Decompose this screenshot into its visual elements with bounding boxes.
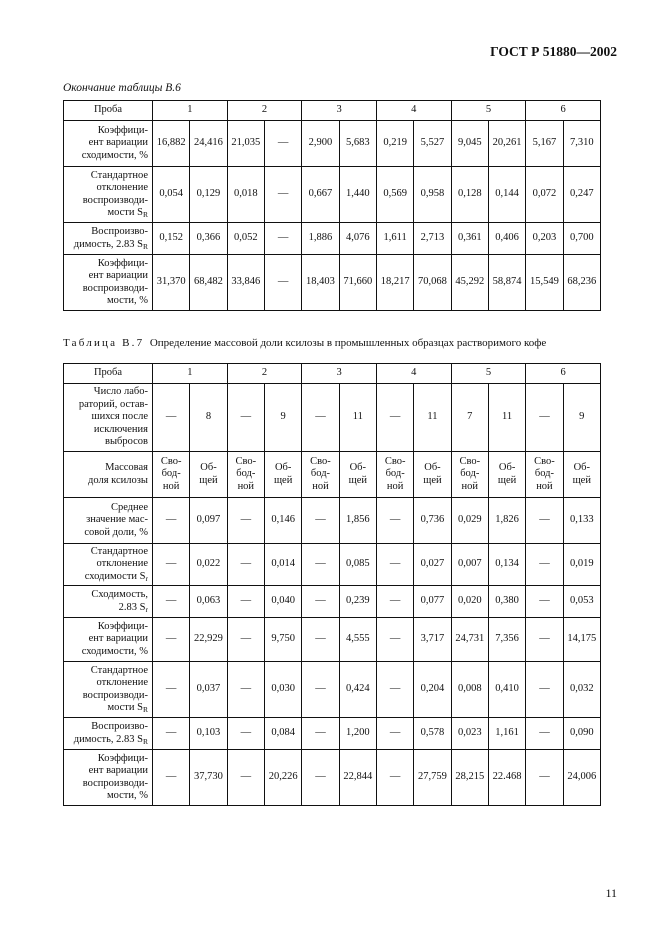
value-cell: — <box>526 384 563 452</box>
value-cell: 7,310 <box>563 121 600 167</box>
value-cell: — <box>264 121 301 167</box>
total-xylose-header <box>264 452 301 498</box>
value-cell: — <box>376 662 413 718</box>
free-header-line: ной <box>162 480 180 492</box>
value-cell: 4,555 <box>339 618 376 662</box>
standard-number: ГОСТ Р 51880—2002 <box>490 44 617 59</box>
free-header-line: Сво- <box>459 455 481 467</box>
value-cell: — <box>376 750 413 806</box>
value-cell: 9,750 <box>264 618 301 662</box>
total-header-line: щей <box>199 474 218 486</box>
value-cell: — <box>302 384 339 452</box>
table-row <box>64 223 601 255</box>
table-continuation-caption: Окончание таблицы В.6 <box>63 82 181 94</box>
free-header-line: Сво- <box>384 455 406 467</box>
value-cell: — <box>227 662 264 718</box>
value-cell: 9 <box>563 384 600 452</box>
row-label-line: воспроизводи- <box>82 194 148 206</box>
value-cell: 11 <box>414 384 451 452</box>
value-cell: — <box>264 223 301 255</box>
value-cell: 0,146 <box>264 498 301 544</box>
value-cell: — <box>302 586 339 618</box>
free-xylose-header <box>376 452 413 498</box>
row-label <box>64 121 153 167</box>
value-cell: 0,032 <box>563 662 600 718</box>
value-cell: 0,424 <box>339 662 376 718</box>
value-cell: 70,068 <box>414 255 451 311</box>
row-label-line: мости S <box>107 702 143 713</box>
value-cell: — <box>376 718 413 750</box>
free-header-line: бод- <box>460 468 480 480</box>
value-cell: 24,731 <box>451 618 488 662</box>
value-cell: 0,018 <box>227 167 264 223</box>
value-cell: — <box>526 662 563 718</box>
free-xylose-header <box>227 452 264 498</box>
total-header-line: Об- <box>349 462 367 473</box>
value-cell: 14,175 <box>563 618 600 662</box>
value-cell: 7,356 <box>488 618 525 662</box>
value-cell: 4,076 <box>339 223 376 255</box>
value-cell: 0,007 <box>451 544 488 586</box>
total-xylose-header <box>563 452 600 498</box>
value-cell: 24,006 <box>563 750 600 806</box>
value-cell: 71,660 <box>339 255 376 311</box>
value-cell: — <box>526 718 563 750</box>
row-label <box>64 750 153 806</box>
value-cell: — <box>526 750 563 806</box>
value-cell: — <box>227 586 264 618</box>
free-header-line: Сво- <box>310 455 331 467</box>
value-cell: 0,097 <box>190 498 227 544</box>
fraction-label <box>64 452 153 498</box>
row-label-line: совой доли, % <box>84 526 148 538</box>
row-label-line: Стандартное <box>90 169 148 181</box>
value-cell: 0,406 <box>488 223 525 255</box>
value-cell: — <box>264 255 301 311</box>
value-cell: — <box>526 544 563 586</box>
table-b7 <box>63 363 601 806</box>
row-label <box>64 586 153 618</box>
value-cell: 0,380 <box>488 586 525 618</box>
row-label-line: ент вариации <box>88 633 148 645</box>
value-cell: — <box>153 750 190 806</box>
value-cell: — <box>227 618 264 662</box>
row-label-subscript: r <box>145 573 148 583</box>
value-cell: 22,929 <box>190 618 227 662</box>
total-header-line: Об- <box>200 462 217 473</box>
value-cell: 0,040 <box>264 586 301 618</box>
total-xylose-header <box>339 452 376 498</box>
value-cell: — <box>227 384 264 452</box>
value-cell: 68,236 <box>563 255 600 311</box>
table-row <box>64 750 601 806</box>
value-cell: 1,161 <box>488 718 525 750</box>
value-cell: 0,247 <box>563 167 600 223</box>
row-label-line: выбросов <box>105 436 148 448</box>
sample-number: 4 <box>376 364 451 384</box>
free-header-line: ной <box>237 480 255 492</box>
value-cell: — <box>153 718 190 750</box>
value-cell: 45,292 <box>451 255 488 311</box>
value-cell: — <box>153 544 190 586</box>
value-cell: 0,204 <box>414 662 451 718</box>
page-number: 11 <box>605 886 617 900</box>
free-xylose-header <box>153 452 190 498</box>
value-cell: — <box>227 544 264 586</box>
row-label-subscript: R <box>142 736 148 746</box>
value-cell: — <box>526 498 563 544</box>
value-cell: 0,030 <box>264 662 301 718</box>
value-cell: 20,261 <box>488 121 525 167</box>
value-cell: 16,882 <box>153 121 190 167</box>
value-cell: 9 <box>264 384 301 452</box>
row-label-line: отклонение <box>96 558 148 570</box>
value-cell: 0,134 <box>488 544 525 586</box>
total-header-line: щей <box>497 474 517 486</box>
value-cell: — <box>376 586 413 618</box>
value-cell: 58,874 <box>488 255 525 311</box>
sample-number: 5 <box>451 364 526 384</box>
value-cell: 0,052 <box>227 223 264 255</box>
row-label <box>64 255 153 311</box>
row-label <box>64 662 153 718</box>
sample-number: 6 <box>526 364 601 384</box>
sample-number: 1 <box>153 101 228 121</box>
value-cell: 0,072 <box>526 167 563 223</box>
row-label-line: раторий, остав- <box>78 398 148 410</box>
value-cell: — <box>153 586 190 618</box>
total-xylose-header <box>488 452 525 498</box>
value-cell: — <box>302 618 339 662</box>
value-cell: — <box>376 618 413 662</box>
row-label <box>64 718 153 750</box>
value-cell: 0,103 <box>190 718 227 750</box>
table-b7-title: Определение массовой доли ксилозы в промышленных образцах растворимого кофе <box>149 337 547 349</box>
value-cell: 3,717 <box>414 618 451 662</box>
row-label-line: ент вариации <box>88 270 148 281</box>
value-cell: 0,053 <box>563 586 600 618</box>
row-label <box>64 384 153 452</box>
row-label-line: мости S <box>107 207 143 218</box>
value-cell: 0,085 <box>339 544 376 586</box>
value-cell: 24,416 <box>190 121 227 167</box>
free-header-line: ной <box>312 480 329 492</box>
value-cell: — <box>376 544 413 586</box>
row-label-line: 2.83 S <box>118 601 146 613</box>
table-row <box>64 384 601 452</box>
value-cell: — <box>153 662 190 718</box>
value-cell: 28,215 <box>451 750 488 806</box>
row-label-subscript: R <box>142 705 148 714</box>
value-cell: 0,027 <box>414 544 451 586</box>
row-label-subscript: R <box>142 241 148 251</box>
value-cell: 1,440 <box>339 167 376 223</box>
value-cell: 1,886 <box>302 223 339 255</box>
value-cell: — <box>153 498 190 544</box>
total-header-line: Об- <box>573 462 590 473</box>
row-label-line: отклонение <box>96 677 148 688</box>
value-cell: 18,403 <box>302 255 339 311</box>
row-label-line: Коэффици- <box>97 620 148 632</box>
row-label-line: ент вариации <box>88 137 148 149</box>
value-cell: 0,020 <box>451 586 488 618</box>
row-label-line: Число лабо- <box>93 386 148 398</box>
row-label <box>64 544 153 586</box>
table-b7-caption <box>63 337 546 349</box>
row-label-line: значение мас- <box>86 514 148 526</box>
value-cell: 0,700 <box>563 223 600 255</box>
row-label-line: воспроизводи- <box>82 282 148 294</box>
value-cell: 0,029 <box>451 498 488 544</box>
value-cell: — <box>526 586 563 618</box>
total-header-line: щей <box>273 474 293 486</box>
row-label-subscript: R <box>142 210 148 219</box>
sample-number: 4 <box>376 101 451 121</box>
row-label-line: Среднее <box>110 501 148 513</box>
free-header-line: Сво- <box>235 455 257 467</box>
row-label-line: отклонение <box>96 182 148 193</box>
value-cell: 2,713 <box>414 223 451 255</box>
value-cell: — <box>302 544 339 586</box>
value-cell: 0,090 <box>563 718 600 750</box>
value-cell: — <box>153 618 190 662</box>
value-cell: 5,683 <box>339 121 376 167</box>
free-header-line: бод- <box>161 468 181 480</box>
value-cell: 0,077 <box>414 586 451 618</box>
value-cell: 31,370 <box>153 255 190 311</box>
table-row <box>64 718 601 750</box>
value-cell: 15,549 <box>526 255 563 311</box>
row-label <box>64 498 153 544</box>
free-header-line: Сво- <box>534 455 555 467</box>
value-cell: 0,366 <box>190 223 227 255</box>
value-cell: — <box>153 384 190 452</box>
row-label-line: Коэффици- <box>97 124 148 136</box>
header-row <box>64 364 601 384</box>
value-cell: 5,167 <box>526 121 563 167</box>
value-cell: 0,736 <box>414 498 451 544</box>
value-cell: 0,239 <box>339 586 376 618</box>
value-cell: — <box>227 498 264 544</box>
value-cell: 0,063 <box>190 586 227 618</box>
value-cell: 68,482 <box>190 255 227 311</box>
fraction-header-row <box>64 452 601 498</box>
total-header-line: щей <box>348 474 367 486</box>
total-header-line: щей <box>572 474 591 486</box>
value-cell: 0,361 <box>451 223 488 255</box>
value-cell: — <box>302 718 339 750</box>
free-header-line: ной <box>386 480 404 492</box>
value-cell: 18,217 <box>376 255 413 311</box>
row-label-line: Воспроизво- <box>91 226 148 237</box>
value-cell: 0,958 <box>414 167 451 223</box>
row-label-line: воспроизводи- <box>82 777 148 789</box>
row-label-line: Стандартное <box>90 664 148 676</box>
table-row <box>64 167 601 223</box>
row-label-line: Коэффици- <box>97 752 148 764</box>
value-cell: 0,128 <box>451 167 488 223</box>
table-row <box>64 586 601 618</box>
fraction-label-line: доля ксилозы <box>88 474 148 486</box>
value-cell: 1,611 <box>376 223 413 255</box>
value-cell: 1,200 <box>339 718 376 750</box>
value-cell: 0,084 <box>264 718 301 750</box>
row-label-line: сходимости, % <box>81 149 148 161</box>
row-label-line: воспроизводи- <box>82 689 148 701</box>
value-cell: 0,037 <box>190 662 227 718</box>
row-label-line: сходимости, % <box>81 645 148 657</box>
value-cell: 8 <box>190 384 227 452</box>
table-row <box>64 662 601 718</box>
value-cell: — <box>302 498 339 544</box>
row-label <box>64 223 153 255</box>
free-header-line: бод- <box>310 468 331 480</box>
table-row <box>64 498 601 544</box>
sample-header-label: Проба <box>64 101 153 121</box>
value-cell: 1,826 <box>488 498 525 544</box>
value-cell: — <box>227 750 264 806</box>
value-cell: 9,045 <box>451 121 488 167</box>
row-label-line: исключения <box>93 423 148 435</box>
value-cell: 37,730 <box>190 750 227 806</box>
total-header-line: Об- <box>498 462 516 473</box>
table-row <box>64 544 601 586</box>
row-label-line: ент вариации <box>88 765 148 776</box>
table-row <box>64 618 601 662</box>
value-cell: — <box>264 167 301 223</box>
value-cell: 0,008 <box>451 662 488 718</box>
value-cell: 11 <box>339 384 376 452</box>
row-label-line: Стандартное <box>90 545 148 557</box>
row-label-line: шихся после <box>91 411 148 423</box>
value-cell: 22,844 <box>339 750 376 806</box>
sample-header-label: Проба <box>64 364 153 384</box>
value-cell: 0,129 <box>190 167 227 223</box>
free-xylose-header <box>451 452 488 498</box>
value-cell: 0,022 <box>190 544 227 586</box>
total-header-line: щей <box>423 474 442 486</box>
value-cell: 0,144 <box>488 167 525 223</box>
value-cell: 27,759 <box>414 750 451 806</box>
table-row <box>64 255 601 311</box>
total-header-line: Об- <box>274 462 292 473</box>
table-row <box>64 121 601 167</box>
row-label-line: Сходимость, <box>91 589 148 600</box>
value-cell: 0,569 <box>376 167 413 223</box>
free-xylose-header <box>526 452 563 498</box>
value-cell: 20,226 <box>264 750 301 806</box>
value-cell: 0,019 <box>563 544 600 586</box>
row-label-line: Воспроизво- <box>91 721 148 732</box>
free-header-line: ной <box>536 480 553 492</box>
value-cell: 22.468 <box>488 750 525 806</box>
value-cell: 11 <box>488 384 525 452</box>
free-header-line: бод- <box>534 468 555 480</box>
fraction-label-line: Массовая <box>105 462 148 473</box>
total-header-line: Об- <box>424 462 441 473</box>
row-label-line: димость, 2.83 S <box>73 238 143 250</box>
sample-number: 5 <box>451 101 526 121</box>
value-cell: 0,133 <box>563 498 600 544</box>
sample-number: 6 <box>526 101 601 121</box>
value-cell: 0,023 <box>451 718 488 750</box>
value-cell: 0,203 <box>526 223 563 255</box>
free-header-line: Сво- <box>160 455 182 467</box>
value-cell: — <box>302 750 339 806</box>
sample-number: 3 <box>302 364 377 384</box>
value-cell: — <box>302 662 339 718</box>
value-cell: 0,152 <box>153 223 190 255</box>
free-header-line: бод- <box>236 468 256 480</box>
value-cell: 7 <box>451 384 488 452</box>
row-label-subscript: r <box>145 604 148 614</box>
sample-number: 1 <box>153 364 228 384</box>
row-label-line: мости, % <box>106 295 148 306</box>
value-cell: 0,578 <box>414 718 451 750</box>
value-cell: — <box>376 384 413 452</box>
total-xylose-header <box>414 452 451 498</box>
sample-number: 3 <box>302 101 377 121</box>
free-xylose-header <box>302 452 339 498</box>
value-cell: 0,667 <box>302 167 339 223</box>
value-cell: — <box>227 718 264 750</box>
total-xylose-header <box>190 452 227 498</box>
table-b7-label: Таблица В.7 <box>63 337 145 349</box>
sample-number: 2 <box>227 101 302 121</box>
row-label-line: Коэффици- <box>97 257 148 269</box>
value-cell: 33,846 <box>227 255 264 311</box>
value-cell: — <box>376 498 413 544</box>
sample-number: 2 <box>227 364 302 384</box>
value-cell: 1,856 <box>339 498 376 544</box>
value-cell: 0,410 <box>488 662 525 718</box>
value-cell: 0,054 <box>153 167 190 223</box>
table-b6-end <box>63 100 601 311</box>
value-cell: — <box>526 618 563 662</box>
row-label <box>64 167 153 223</box>
free-header-line: ной <box>461 480 479 492</box>
row-label <box>64 618 153 662</box>
row-label-line: димость, 2.83 S <box>73 733 143 745</box>
value-cell: 0,014 <box>264 544 301 586</box>
row-label-line: мости, % <box>106 790 148 801</box>
free-header-line: бод- <box>385 468 405 480</box>
value-cell: 0,219 <box>376 121 413 167</box>
value-cell: 2,900 <box>302 121 339 167</box>
header-row <box>64 101 601 121</box>
value-cell: 21,035 <box>227 121 264 167</box>
value-cell: 5,527 <box>414 121 451 167</box>
row-label-line: сходимости S <box>84 570 146 582</box>
